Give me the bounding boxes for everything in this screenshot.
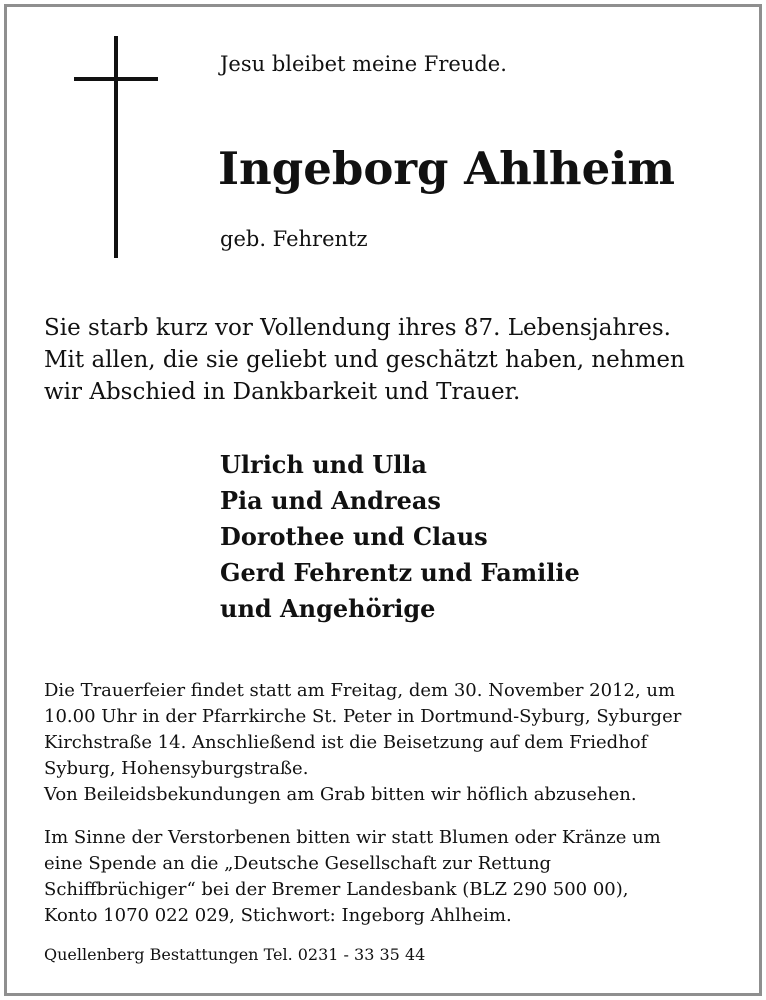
birth-name: geb. Fehrentz — [220, 227, 368, 251]
donation-line: Schiffbrüchiger“ bei der Bremer Landesbank (BLZ 290 500 00), — [44, 879, 629, 900]
undertaker-contact: Quellenberg Bestattungen Tel. 0231 - 33 35 44 — [44, 945, 426, 964]
funeral-line: Die Trauerfeier findet statt am Freitag, dem 30. November 2012, um — [44, 680, 676, 701]
cross-horizontal-bar — [74, 77, 158, 81]
message-line: Mit allen, die sie geliebt und geschätzt haben, nehmen — [44, 347, 685, 373]
motto: Jesu bleibet meine Freude. — [220, 52, 507, 76]
message — [44, 312, 724, 408]
mourners-list — [220, 447, 700, 627]
funeral-line: Von Beileidsbekundungen am Grab bitten wir höflich abzusehen. — [44, 784, 637, 805]
cross-vertical-bar — [114, 36, 118, 258]
donation-line: eine Spende an die „Deutsche Gesellschaft zur Rettung — [44, 853, 552, 874]
message-line: Sie starb kurz vor Vollendung ihres 87. Lebensjahres. — [44, 315, 671, 341]
message-line: wir Abschied in Dankbarkeit und Trauer. — [44, 379, 521, 405]
donation-line: Im Sinne der Verstorbenen bitten wir statt Blumen oder Kränze um — [44, 827, 661, 848]
funeral-line: 10.00 Uhr in der Pfarrkirche St. Peter in Dortmund-Syburg, Syburger — [44, 706, 682, 727]
mourner-item: und Angehörige — [220, 594, 436, 623]
mourner-item: Dorothee und Claus — [220, 522, 488, 551]
mourner-item: Ulrich und Ulla — [220, 450, 427, 479]
mourner-item: Pia und Andreas — [220, 486, 441, 515]
deceased-name: Ingeborg Ahlheim — [218, 142, 675, 195]
funeral-line: Kirchstraße 14. Anschließend ist die Beisetzung auf dem Friedhof — [44, 732, 648, 753]
donation-request — [44, 825, 744, 929]
funeral-line: Syburg, Hohensyburgstraße. — [44, 758, 309, 779]
donation-line: Konto 1070 022 029, Stichwort: Ingeborg Ahlheim. — [44, 905, 512, 926]
mourner-item: Gerd Fehrentz und Familie — [220, 558, 580, 587]
funeral-details — [44, 678, 744, 808]
